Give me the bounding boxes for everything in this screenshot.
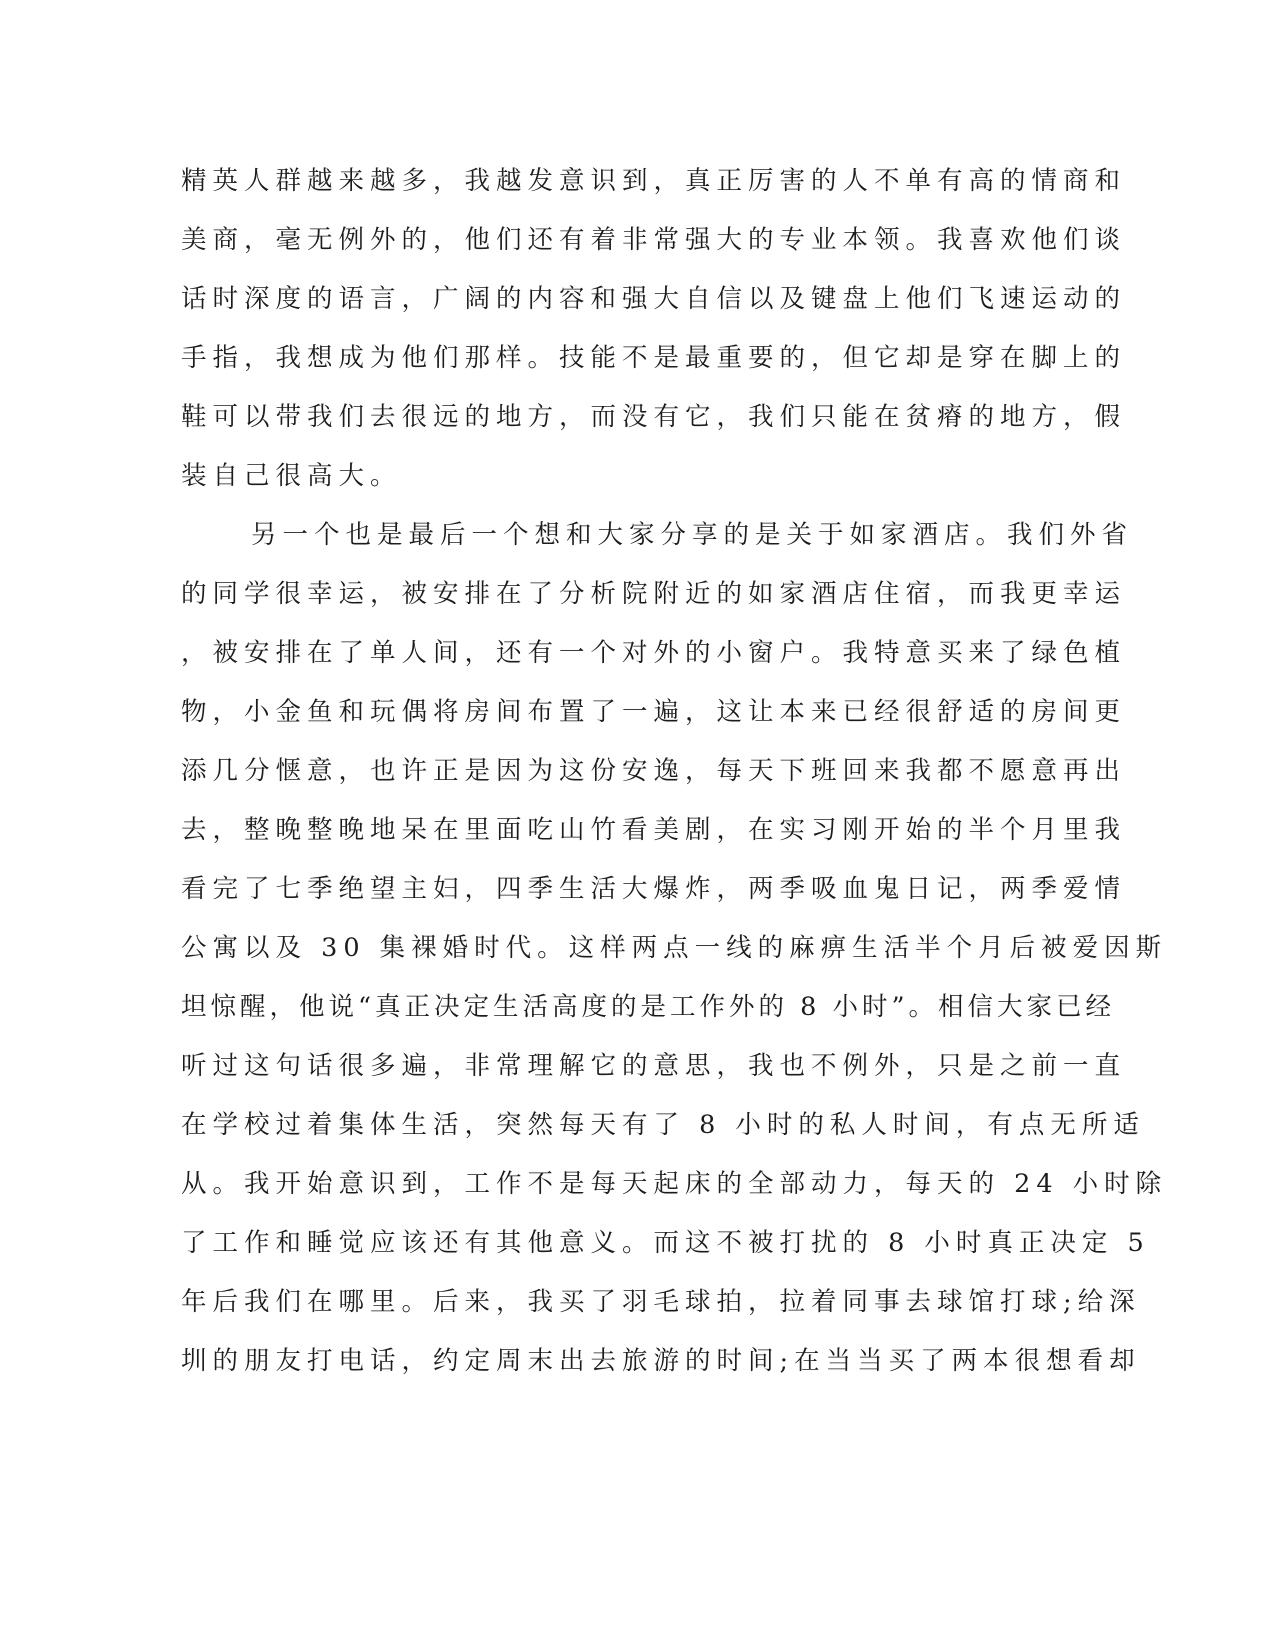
- text-line: 看完了七季绝望主妇，四季生活大爆炸，两季吸血鬼日记，两季爱情: [181, 874, 1127, 904]
- text-line: 坦惊醒，他说“真正决定生活高度的是工作外的 8 小时”。相信大家已经: [181, 992, 1116, 1022]
- text-line: 手指，我想成为他们那样。技能不是最重要的，但它却是穿在脚上的: [181, 343, 1127, 373]
- text-line: 鞋可以带我们去很远的地方，而没有它，我们只能在贫瘠的地方，假: [181, 402, 1127, 432]
- text-line: 圳的朋友打电话，约定周末出去旅游的时间;在当当买了两本很想看却: [181, 1346, 1141, 1376]
- text-line: 精英人群越来越多，我越发意识到，真正厉害的人不单有高的情商和: [181, 166, 1127, 196]
- text-line: 听过这句话很多遍，非常理解它的意思，我也不例外，只是之前一直: [181, 1051, 1127, 1081]
- text-line: 年后我们在哪里。后来，我买了羽毛球拍，拉着同事去球馆打球;给深: [181, 1287, 1141, 1317]
- paragraph-first-line: 另一个也是最后一个想和大家分享的是关于如家酒店。我们外省: [251, 520, 1134, 550]
- text-line: 在学校过着集体生活，突然每天有了 8 小时的私人时间，有点无所适: [181, 1110, 1145, 1140]
- text-line: 美商，毫无例外的，他们还有着非常强大的专业本领。我喜欢他们谈: [181, 225, 1127, 255]
- text-line: 的同学很幸运，被安排在了分析院附近的如家酒店住宿，而我更幸运: [181, 579, 1127, 609]
- text-line: 从。我开始意识到，工作不是每天起床的全部动力，每天的 24 小时除: [181, 1169, 1168, 1199]
- text-line: 公寓以及 30 集裸婚时代。这样两点一线的麻痹生活半个月后被爱因斯: [181, 933, 1168, 963]
- text-line: 去，整晚整晚地呆在里面吃山竹看美剧，在实习刚开始的半个月里我: [181, 815, 1127, 845]
- text-line: 装自己很高大。: [181, 461, 402, 491]
- text-line: ，被安排在了单人间，还有一个对外的小窗户。我特意买来了绿色植: [181, 638, 1127, 668]
- text-line: 了工作和睡觉应该还有其他意义。而这不被打扰的 8 小时真正决定 5: [181, 1228, 1150, 1258]
- text-line: 物，小金鱼和玩偶将房间布置了一遍，这让本来已经很舒适的房间更: [181, 697, 1127, 727]
- text-line: 添几分惬意，也许正是因为这份安逸，每天下班回来我都不愿意再出: [181, 756, 1127, 786]
- text-line: 话时深度的语言，广阔的内容和强大自信以及键盘上他们飞速运动的: [181, 284, 1127, 314]
